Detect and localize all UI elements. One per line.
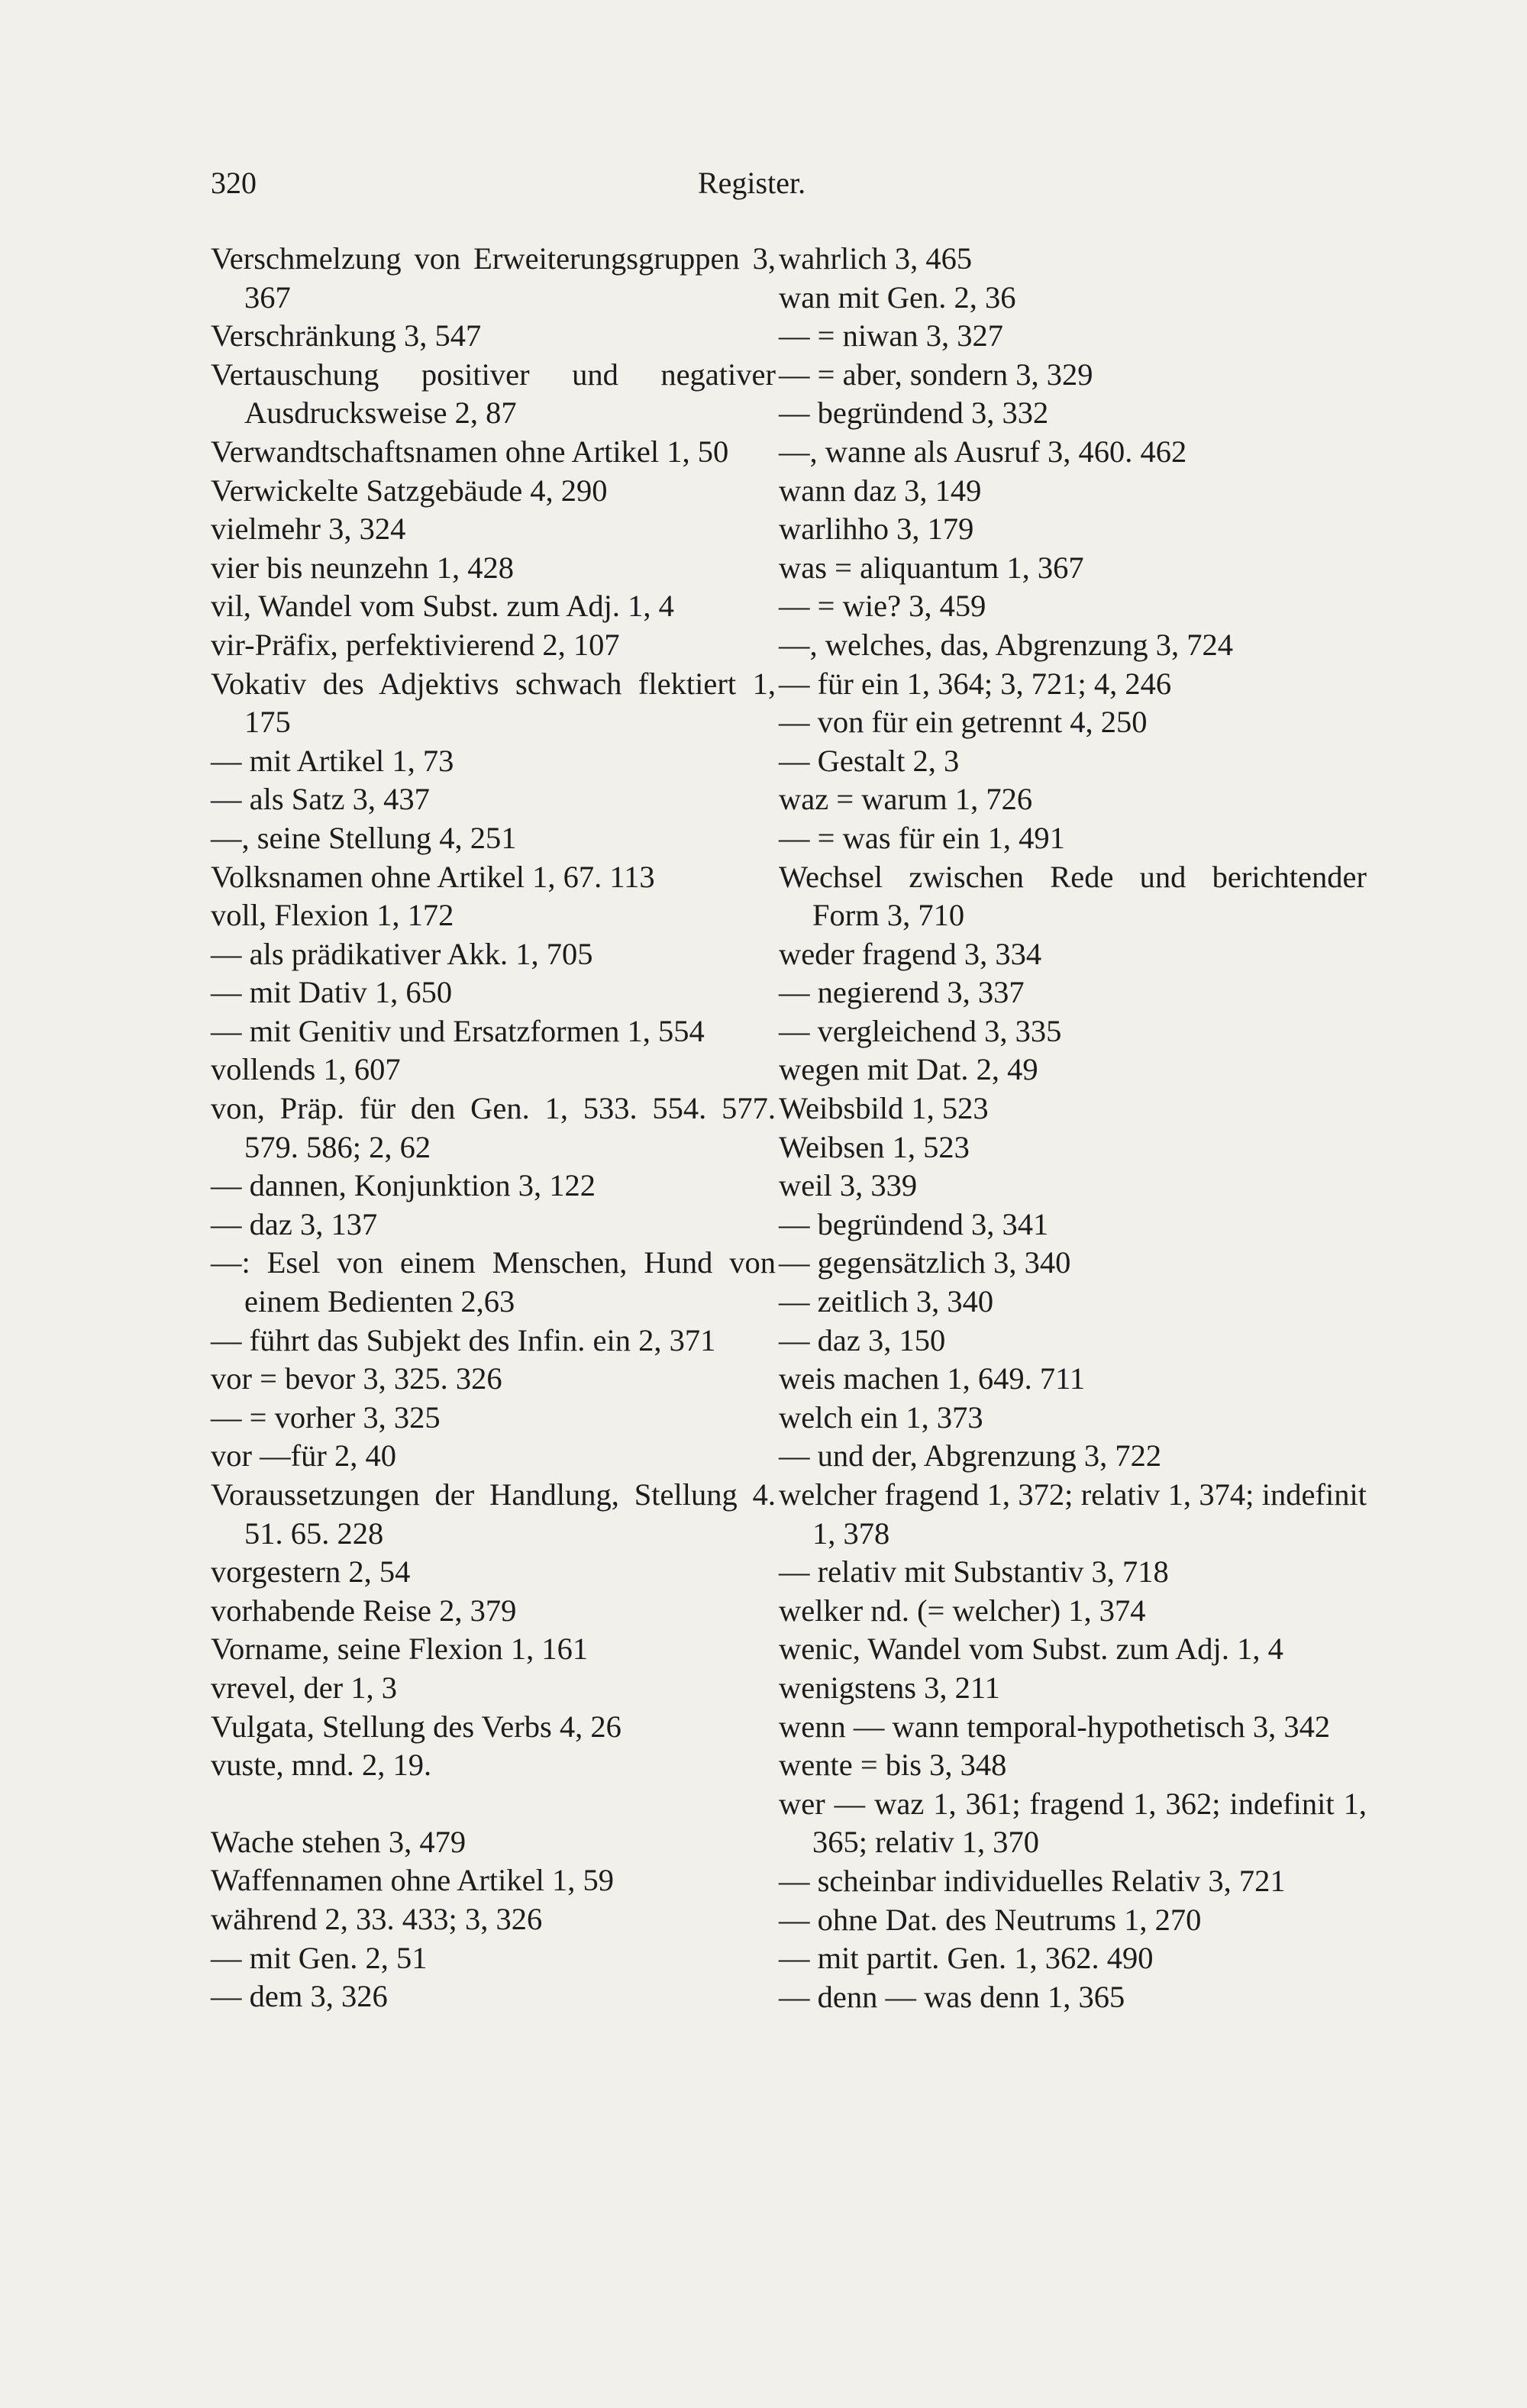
- index-entry: — ohne Dat. des Neutrums 1, 270: [779, 1902, 1202, 1937]
- index-entry: Vorname, seine Flexion 1, 161: [211, 1632, 589, 1667]
- index-entry: welker nd. (= welcher) 1, 374: [779, 1593, 1146, 1628]
- index-entry: während 2, 33. 433; 3, 326: [211, 1901, 543, 1936]
- index-entry: Waffennamen ohne Artikel 1, 59: [211, 1863, 614, 1898]
- index-entry: — und der, Abgrenzung 3, 722: [779, 1438, 1162, 1474]
- index-entry: — = wie? 3, 459: [779, 589, 986, 624]
- index-entry: Verwandtschaftsnamen ohne Artikel 1, 50: [211, 434, 729, 469]
- index-entry: Vokativ des Adjektivs schwach flektiert 1, 175: [211, 666, 776, 740]
- index-entry: Verschränkung 3, 547: [211, 318, 482, 353]
- index-entry: vuste, mnd. 2, 19.: [211, 1748, 432, 1783]
- index-entry: — für ein 1, 364; 3, 721; 4, 246: [779, 666, 1172, 701]
- index-entry: waz = warum 1, 726: [779, 782, 1033, 817]
- index-entry: weis machen 1, 649. 711: [779, 1361, 1086, 1396]
- index-entry: wente = bis 3, 348: [779, 1748, 1007, 1783]
- index-entry: wer — waz 1, 361; fragend 1, 362; indefinit 1, 365; relativ 1, 370: [779, 1786, 1367, 1860]
- index-entry: —, seine Stellung 4, 251: [211, 820, 517, 855]
- index-entry: was = aliquantum 1, 367: [779, 550, 1084, 585]
- index-entry: Voraussetzungen der Handlung, Stellung 4. 51. 65. 228: [211, 1477, 776, 1551]
- index-entry: vir-Präfix, perfektivierend 2, 107: [211, 627, 620, 662]
- index-entry: — mit Gen. 2, 51: [211, 1940, 428, 1975]
- index-entry: vollends 1, 607: [211, 1052, 401, 1087]
- index-entry: —, welches, das, Abgrenzung 3, 724: [779, 627, 1234, 662]
- index-entry: — relativ mit Substantiv 3, 718: [779, 1554, 1169, 1590]
- index-entry: — = niwan 3, 327: [779, 318, 1003, 353]
- index-entry: — vergleichend 3, 335: [779, 1013, 1062, 1048]
- index-entry: Wechsel zwischen Rede und berichtender Form 3, 710: [779, 859, 1367, 933]
- index-entry: — mit Genitiv und Ersatzformen 1, 554: [211, 1013, 705, 1048]
- index-entry: — = vorher 3, 325: [211, 1399, 441, 1435]
- index-entry: vorgestern 2, 54: [211, 1554, 411, 1590]
- index-entry: vier bis neunzehn 1, 428: [211, 550, 515, 585]
- index-entry: vrevel, der 1, 3: [211, 1670, 398, 1705]
- index-entry: — daz 3, 137: [211, 1206, 378, 1241]
- index-entry: vor —für 2, 40: [211, 1438, 396, 1474]
- index-entry: vor = bevor 3, 325. 326: [211, 1361, 502, 1396]
- index-entry: — als prädikativer Akk. 1, 705: [211, 936, 593, 971]
- index-entry: —: Esel von einem Menschen, Hund von einem Bedienten 2,63: [211, 1245, 776, 1319]
- index-entry: wan mit Gen. 2, 36: [779, 279, 1016, 315]
- index-entry: welch ein 1, 373: [779, 1399, 983, 1435]
- index-entry: vil, Wandel vom Subst. zum Adj. 1, 4: [211, 589, 674, 624]
- index-entry: — daz 3, 150: [779, 1322, 946, 1357]
- index-entry: Wache stehen 3, 479: [211, 1824, 466, 1859]
- index-entry: wenic, Wandel vom Subst. zum Adj. 1, 4: [779, 1632, 1283, 1667]
- index-entry: Weibsen 1, 523: [779, 1129, 970, 1164]
- index-entry: wenigstens 3, 211: [779, 1670, 1000, 1705]
- index-entry: vorhabende Reise 2, 379: [211, 1593, 517, 1628]
- index-entry: — mit partit. Gen. 1, 362. 490: [779, 1941, 1154, 1976]
- page-header: [211, 160, 1408, 206]
- index-entry: — Gestalt 2, 3: [779, 743, 960, 778]
- index-entry: von, Präp. für den Gen. 1, 533. 554. 577. 579. 586; 2, 62: [211, 1091, 776, 1164]
- index-entry: — begründend 3, 341: [779, 1206, 1049, 1241]
- index-entry: — mit Artikel 1, 73: [211, 743, 454, 778]
- index-entry: wahrlich 3, 465: [779, 241, 973, 276]
- index-entry: wann daz 3, 149: [779, 473, 982, 508]
- index-entry: — dannen, Konjunktion 3, 122: [211, 1168, 596, 1203]
- index-entry: — = was für ein 1, 491: [779, 820, 1065, 855]
- index-entry: voll, Flexion 1, 172: [211, 898, 454, 933]
- index-entry: Vertauschung positiver und negativer Ausdrucksweise 2, 87: [211, 357, 776, 431]
- index-entry: — von für ein getrennt 4, 250: [779, 705, 1148, 740]
- index-entry: Weibsbild 1, 523: [779, 1091, 989, 1126]
- index-entry: — als Satz 3, 437: [211, 782, 430, 817]
- index-entry: Verwickelte Satzgebäude 4, 290: [211, 473, 608, 508]
- index-entry: warlihho 3, 179: [779, 512, 974, 547]
- index-entry: — begründend 3, 332: [779, 395, 1049, 431]
- index-column-right: [779, 240, 1367, 2016]
- index-entry: — führt das Subjekt des Infin. ein 2, 371: [211, 1322, 716, 1357]
- index-entry: —, wanne als Ausruf 3, 460. 462: [779, 434, 1187, 469]
- index-entry: — dem 3, 326: [211, 1979, 388, 2014]
- index-column-left: [211, 240, 776, 2016]
- index-entry: — zeitlich 3, 340: [779, 1284, 994, 1319]
- index-entry: weil 3, 339: [779, 1168, 918, 1203]
- index-entry: wenn — wann temporal-hypothetisch 3, 342: [779, 1709, 1331, 1744]
- index-entry: — gegensätzlich 3, 340: [779, 1245, 1071, 1280]
- index-entry: — = aber, sondern 3, 329: [779, 357, 1093, 392]
- index-entry: Volksnamen ohne Artikel 1, 67. 113: [211, 859, 655, 894]
- index-entry: — negierend 3, 337: [779, 975, 1025, 1010]
- page-number: 320: [211, 166, 257, 200]
- index-entry: vielmehr 3, 324: [211, 512, 406, 547]
- index-entry: welcher fragend 1, 372; relativ 1, 374; indefinit 1, 378: [779, 1477, 1367, 1551]
- index-entry: — denn — was denn 1, 365: [779, 1979, 1125, 2014]
- index-entry: — mit Dativ 1, 650: [211, 975, 453, 1010]
- running-title: Register.: [698, 166, 806, 200]
- index-entry: Vulgata, Stellung des Verbs 4, 26: [211, 1709, 621, 1744]
- index-entry: weder fragend 3, 334: [779, 936, 1042, 971]
- index-entry: Verschmelzung von Erweiterungsgruppen 3, 367: [211, 241, 776, 315]
- index-entry: — scheinbar individuelles Relativ 3, 721: [779, 1863, 1286, 1898]
- index-entry: wegen mit Dat. 2, 49: [779, 1052, 1038, 1087]
